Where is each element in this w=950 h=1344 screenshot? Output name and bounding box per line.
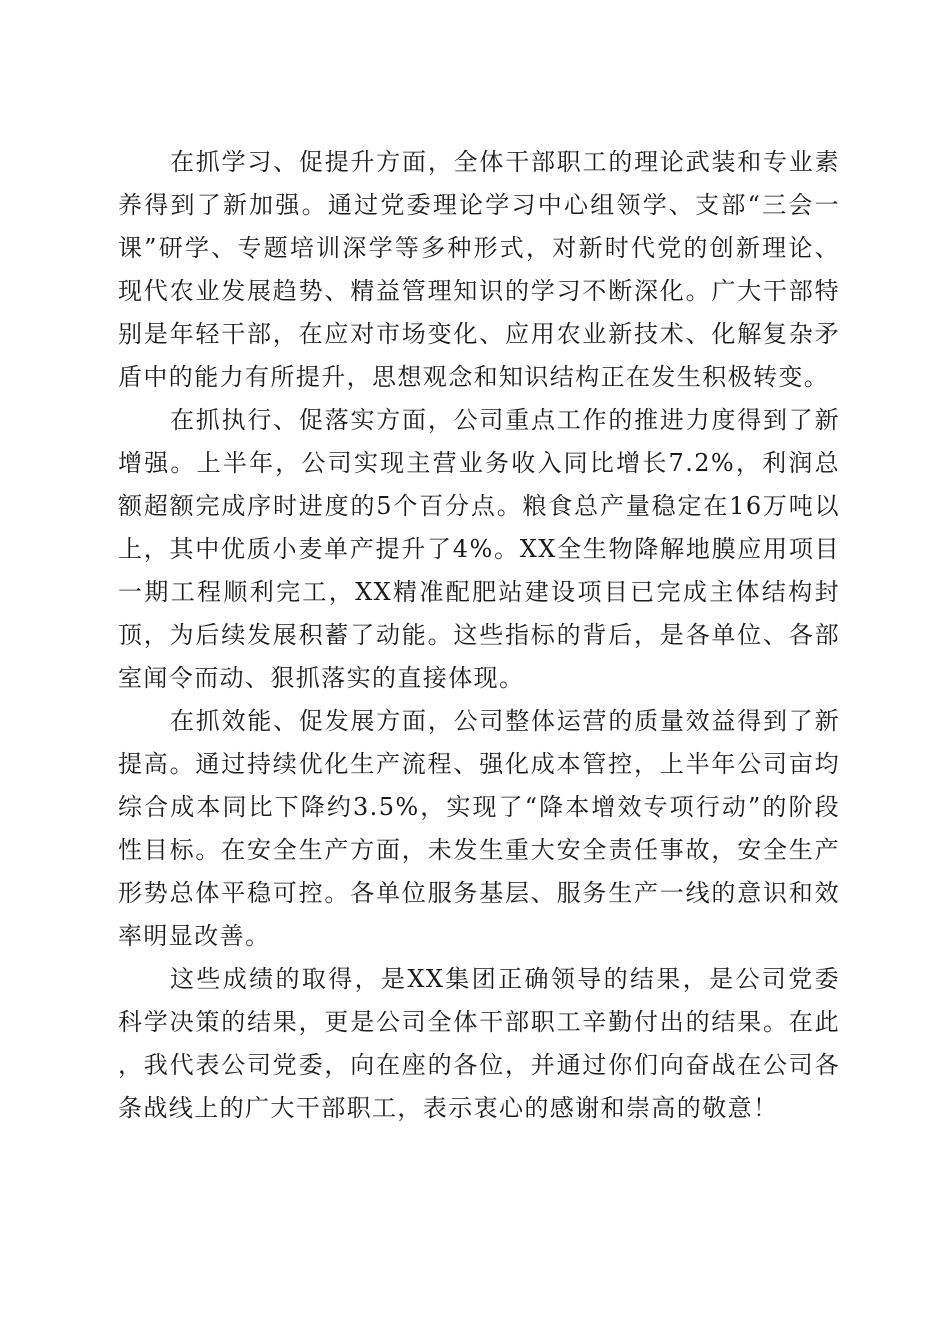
paragraph-gratitude: 这些成绩的取得，是XX集团正确领导的结果，是公司党委科学决策的结果，更是公司全体干部职工辛勤付出的结果。在此，我代表公司党委，向在座的各位，并通过你们向奋战在公司各条战线上的广大干部职工，表示衷心的感谢和崇高的敬意！ bbox=[118, 965, 840, 1122]
document-page bbox=[118, 141, 840, 1130]
paragraph-efficiency: 在抓效能、促发展方面，公司整体运营的质量效益得到了新提高。通过持续优化生产流程、强化成本管控，上半年公司亩均综合成本同比下降约3.5%，实现了“降本增效专项行动”的阶段性目标。在安全生产方面，未发生重大安全责任事故，安全生产形势总体平稳可控。各单位服务基层、服务生产一线的意识和效率明显改善。 bbox=[118, 707, 840, 950]
paragraph-study: 在抓学习、促提升方面，全体干部职工的理论武装和专业素养得到了新加强。通过党委理论学习中心组领学、支部“三会一课”研学、专题培训深学等多种形式，对新时代党的创新理论、现代农业发展趋势、精益管理知识的学习不断深化。广大干部特别是年轻干部，在应对市场变化、应用农业新技术、化解复杂矛盾中的能力有所提升，思想观念和知识结构正在发生积极转变。 bbox=[118, 148, 840, 391]
paragraph-execution: 在抓执行、促落实方面，公司重点工作的推进力度得到了新增强。上半年，公司实现主营业务收入同比增长7.2%，利润总额超额完成序时进度的5个百分点。粮食总产量稳定在16万吨以上，其中优质小麦单产提升了4%。XX全生物降解地膜应用项目一期工程顺利完工，XX精准配肥站建设项目已完成主体结构封顶，为后续发展积蓄了动能。这些指标的背后，是各单位、各部室闻令而动、狠抓落实的直接体现。 bbox=[118, 406, 840, 692]
